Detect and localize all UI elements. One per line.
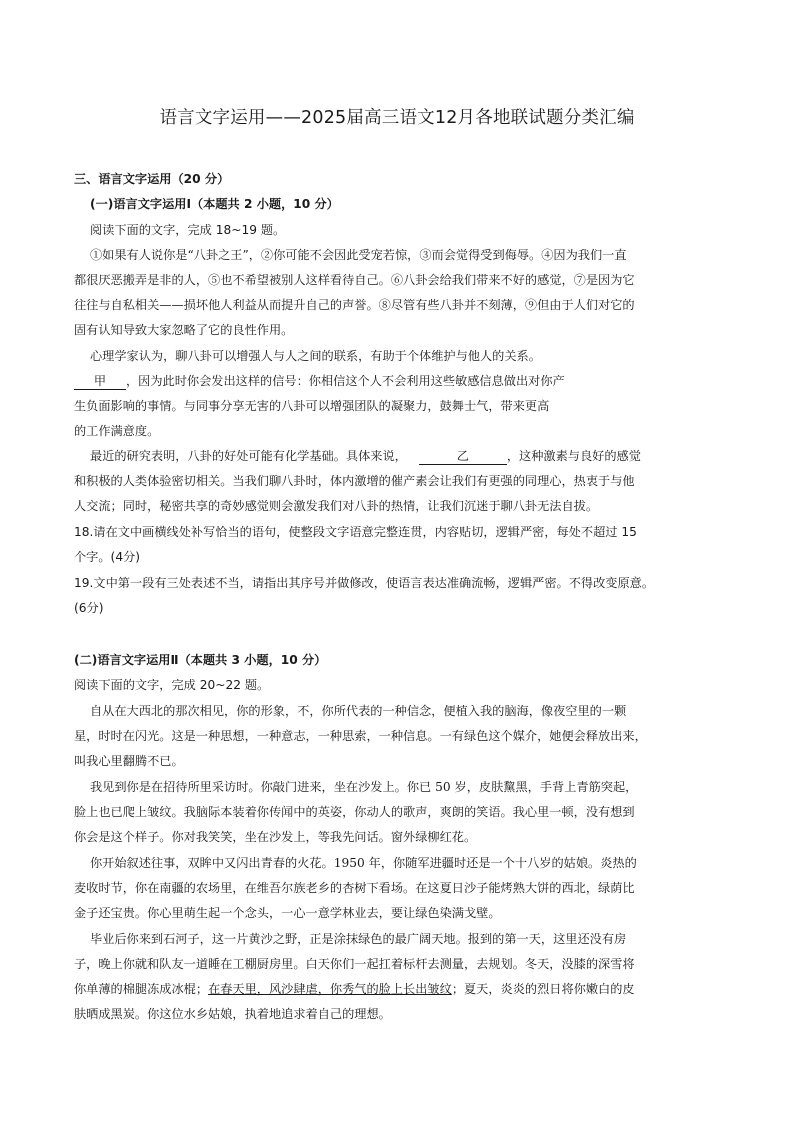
essay-line: 脸上也已爬上皱纹。我脑际本装着你传闻中的英姿，你动人的歌声，爽朗的笑语。我心里一顿，没有想到 — [74, 805, 635, 819]
passage2-line: 心理学家认为，聊八卦可以增强人与人之间的联系，有助于个体维护与他人的关系。 — [90, 349, 541, 363]
part2-heading: (二)语言文字运用Ⅱ（本题共 3 小题，10 分） — [74, 653, 327, 667]
essay-line — [74, 981, 635, 997]
part1-heading: (一)语言文字运用Ⅰ（本题共 2 小题，10 分） — [90, 197, 339, 211]
passage1-line: 都很厌恶搬弄是非的人，⑤也不希望被别人这样看待自己。⑥八卦会给我们带来不好的感觉，⑦是因为它 — [74, 273, 635, 287]
question-19-cont: (6分) — [74, 601, 104, 615]
passage3-line — [74, 373, 565, 390]
essay-text: 你单薄的棉腿冻成冰棍； — [74, 982, 209, 996]
part2-instruction: 阅读下面的文字，完成 20~22 题。 — [74, 678, 270, 692]
essay-line: 你开始叙述往事，双眸中又闪出青春的火花。1950 年，你随军进疆时还是一个十八岁的姑娘。炎热的 — [90, 856, 637, 870]
blank-jia: 甲 — [74, 373, 126, 390]
part1-instruction: 阅读下面的文字，完成 18~19 题。 — [90, 223, 286, 237]
passage1-line: 往往与自私相关——损坏他人利益从而提升自己的声誉。⑧尽管有些八卦并不刻薄，⑨但由于人们对它的 — [74, 298, 635, 312]
blank-yi: 乙 — [419, 448, 507, 465]
passage3-line: 生负面影响的事情。与同事分享无害的八卦可以增强团队的凝聚力，鼓舞士气，带来更高 — [74, 399, 550, 413]
question-19: 19.文中第一段有三处表述不当，请指出其序号并做修改，使语言表达准确流畅，逻辑严密。不得改变原意。 — [74, 576, 655, 590]
passage1-line: 固有认知导致大家忽略了它的良性作用。 — [74, 323, 294, 337]
question-18-cont: 个字。(4分) — [74, 550, 141, 564]
question-18: 18.请在文中画横线处补写恰当的语句，使整段文字语意完整连贯，内容贴切，逻辑严密，每处不超过 15 — [74, 525, 637, 539]
essay-line: 麦收时节，你在南疆的农场里，在维吾尔族老乡的杏树下看场。在这夏日沙子能烤熟大饼的西北，绿荫比 — [74, 881, 635, 895]
passage4-line: 和积极的人类体验密切相关。当我们聊八卦时，体内激增的催产素会让我们有更强的同理心，热衷于与他 — [74, 474, 635, 488]
essay-line: 子，晚上你就和队友一道睡在工棚厨房里。白天你们一起扛着标杆去测量，去规划。冬天，没膝的深雪将 — [74, 957, 635, 971]
section-heading: 三、语言文字运用（20 分） — [74, 172, 230, 186]
passage3-line: 的工作满意度。 — [74, 424, 160, 438]
essay-line: 毕业后你来到石河子，这一片黄沙之野，正是涂抹绿色的最广阔天地。报到的第一天，这里还没有房 — [90, 932, 627, 946]
essay-line: 金子还宝贵。你心里萌生起一个念头，一心一意学林业去，要让绿色染满戈壁。 — [74, 906, 501, 920]
underlined-sentence: 在春天里，风沙肆虐，你秀气的脸上长出皱纹 — [208, 982, 452, 996]
passage3-text: ，因为此时你会发出这样的信号：你相信这个人不会利用这些敏感信息做出对你产 — [126, 374, 565, 388]
passage1-line: ①如果有人说你是“八卦之王”，②你可能不会因此受宠若惊，③而会觉得受到侮辱。④因为我们一直 — [90, 248, 627, 262]
document-title: 语言文字运用——2025届高三语文12月各地联试题分类汇编 — [159, 108, 635, 128]
essay-line: 我见到你是在招待所里采访时。你敲门进来，坐在沙发上。你已 50 岁，皮肤黧黑，手背上青筋突起， — [90, 780, 638, 794]
passage4-line: 人交流；同时，秘密共享的奇妙感觉则会激发我们对八卦的热情，让我们沉迷于聊八卦无法自拔。 — [74, 499, 599, 513]
essay-line: 自从在大西北的那次相见，你的形象，不，你所代表的一种信念，便植入我的脑海，像夜空里的一颗 — [90, 704, 627, 718]
essay-line: 叫我心里翻腾不已。 — [74, 754, 184, 768]
essay-line: 你会是这个样子。你对我笑笑，坐在沙发上，等我先问话。窗外绿柳红花。 — [74, 830, 477, 844]
essay-text: ；夏天，炎炎的烈日将你嫩白的皮 — [451, 982, 635, 996]
passage4-pre: 最近的研究表明，八卦的好处可能有化学基础。具体来说， — [90, 449, 407, 463]
essay-line: 星，时时在闪光。这是一种思想，一种意志，一种思索，一种信息。一有绿色这个媒介，她便会释放出来， — [74, 729, 647, 743]
essay-line: 肤晒成黑炭。你这位水乡姑娘，执着地追求着自己的理想。 — [74, 1007, 391, 1021]
passage4-line — [90, 448, 641, 465]
passage4-post: ，这种激素与良好的感觉 — [506, 449, 641, 463]
